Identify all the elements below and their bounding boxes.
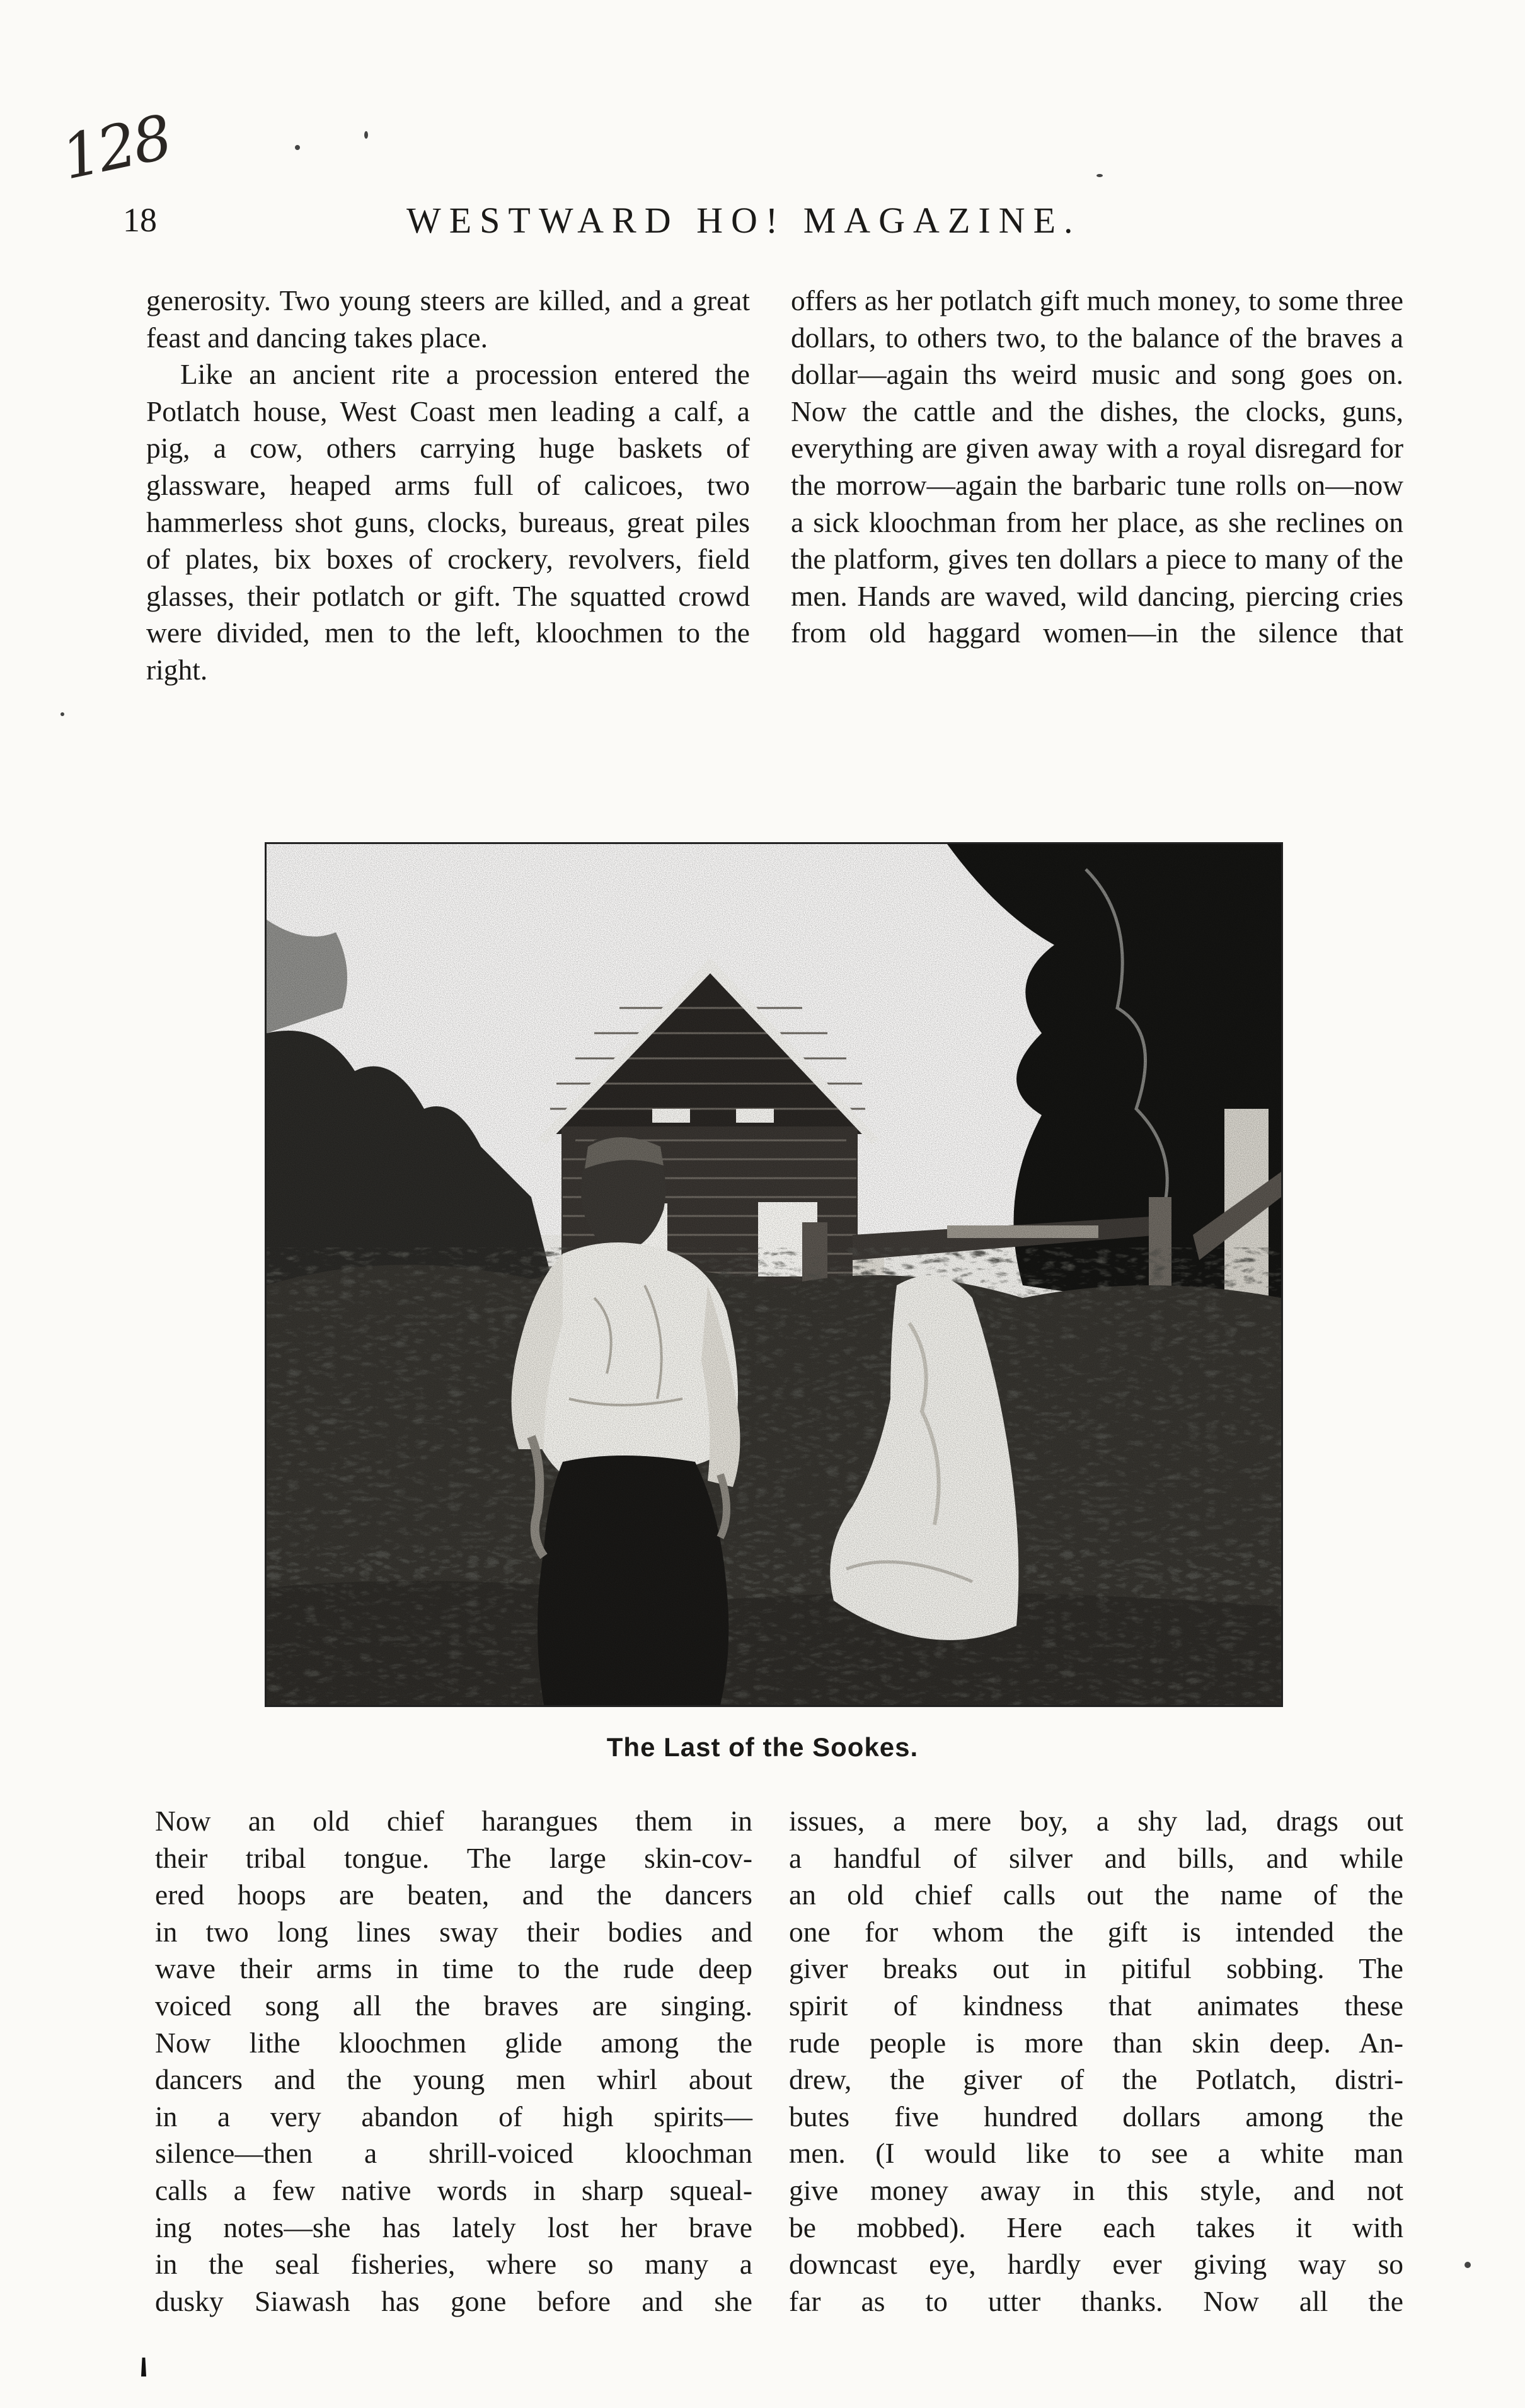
photo-caption: The Last of the Sookes. <box>606 1732 919 1762</box>
text-line: a handful of silver and bills, and while <box>789 1841 1403 1874</box>
handwritten-page-note: 128 <box>55 101 176 194</box>
text-line: issues, a mere boy, a shy lad, drags out <box>789 1805 1403 1837</box>
article-column-top-left <box>146 282 750 689</box>
text-line: ing notes—she has lately lost her brave <box>155 2211 752 2243</box>
paragraph <box>155 1803 752 2320</box>
page-number: 18 <box>123 201 157 239</box>
text-line: giver breaks out in pitiful sobbing. The <box>789 1952 1403 1985</box>
ink-speck <box>60 712 64 716</box>
text-line: be mobbed). Here each takes it with <box>789 2211 1403 2243</box>
photograph-last-of-the-sookes <box>265 842 1283 1707</box>
ink-speck <box>1465 2262 1471 2268</box>
paragraph: offers as her potlatch gift much money, to some three dollars, to others two, to the balance of the braves a dollar—again ths weird music and song goes on. Now the cattle and the dishes, the clocks, guns, everything are given away with a royal disregard for the morrow—again the barbaric tune rolls on—now a sick kloochman from her place, as she reclines on the platform, gives ten dollars a piece to many of the men. Hands are waved, wild dancing, piercing cries from old haggard women—in the silence that <box>791 284 1403 649</box>
margin-ink-mark <box>141 2358 146 2376</box>
text-line: dusky Siawash has gone before and she <box>155 2284 752 2317</box>
text-line: their tribal tongue. The large skin-cov- <box>155 1841 752 1874</box>
text-line: in two long lines sway their bodies and <box>155 1915 752 1948</box>
article-column-bottom-left <box>155 1803 752 2320</box>
text-line: Now an old chief harangues them in <box>155 1805 752 1837</box>
text-line: voiced song all the braves are singing. <box>155 1989 752 2022</box>
text-line: rude people is more than skin deep. An- <box>789 2026 1403 2059</box>
text-line: ered hoops are beaten, and the dancers <box>155 1878 752 1911</box>
text-line: an old chief calls out the name of the <box>789 1878 1403 1911</box>
ink-speck <box>295 145 300 150</box>
text-line: drew, the giver of the Potlatch, distri- <box>789 2063 1403 2096</box>
photograph-illustration <box>267 844 1281 1705</box>
paragraph <box>789 1803 1403 2320</box>
text-line: one for whom the gift is intended the <box>789 1915 1403 1948</box>
text-line: spirit of kindness that animates these <box>789 1989 1403 2022</box>
text-line: silence—then a shrill-voiced kloochman <box>155 2137 752 2170</box>
text-line: downcast eye, hardly ever giving way so <box>789 2248 1403 2281</box>
text-line: dancers and the young men whirl about <box>155 2063 752 2096</box>
ink-speck <box>364 131 368 139</box>
text-line: in a very abandon of high spirits— <box>155 2100 752 2133</box>
text-line: wave their arms in time to the rude deep <box>155 1952 752 1985</box>
text-line: men. (I would like to see a white man <box>789 2137 1403 2170</box>
text-line: far as to utter thanks. Now all the <box>789 2284 1403 2317</box>
text-line: calls a few native words in sharp squeal- <box>155 2174 752 2206</box>
paragraph: Like an ancient rite a procession entered the Potlatch house, West Coast men leading a calf, a pig, a cow, others carrying huge baskets of glassware, heaped arms full of calicoes, two hammerless shot guns, clocks, bureaus, great piles of plates, bix boxes of crockery, revolvers, field glasses, their potlatch or gift. The squatted crowd were divided, men to the left, kloochmen to the right. <box>146 358 750 686</box>
text-line: give money away in this style, and not <box>789 2174 1403 2206</box>
article-column-top-right <box>791 282 1403 652</box>
article-column-bottom-right <box>789 1803 1403 2320</box>
text-line: Now lithe kloochmen glide among the <box>155 2026 752 2059</box>
text-line: in the seal fisheries, where so many a <box>155 2248 752 2281</box>
running-title: WESTWARD HO! MAGAZINE. <box>406 200 1081 241</box>
paragraph: generosity. Two young steers are killed, and a great feast and dancing takes place. <box>146 284 750 354</box>
text-line: butes five hundred dollars among the <box>789 2100 1403 2133</box>
ink-speck <box>1096 174 1103 177</box>
